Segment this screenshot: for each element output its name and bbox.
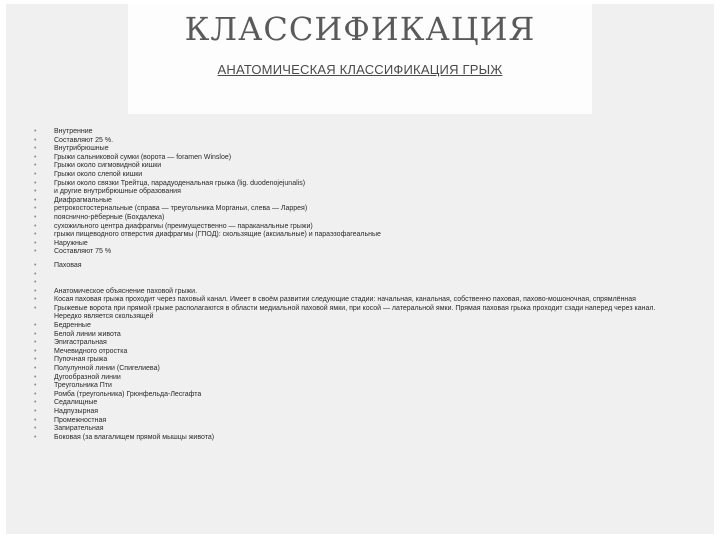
list-item: • Треугольника Пти: [54, 382, 674, 391]
list-item: • Внутренние: [54, 128, 674, 137]
list-item: • Полулунной линии (Спигелиева): [54, 365, 674, 374]
list-item: • грыжи пищеводного отверстия диафрагмы (ГПОД): скользящие (аксиальные) и параэзофагеальные: [54, 231, 674, 240]
list-item: • Белой линии живота: [54, 331, 674, 340]
empty-list-item: [54, 279, 674, 288]
slide-subtitle: АНАТОМИЧЕСКАЯ КЛАССИФИКАЦИЯ ГРЫЖ: [217, 62, 503, 77]
list-item: • Пупочная грыжа: [54, 356, 674, 365]
list-item: • Косая паховая грыжа проходит через паховый канал. Имеет в своём развитии следующие стадии: начальная, канальная, собственно паховая, пахово-мошоночная, спрямлённая: [54, 296, 674, 305]
list-item: • ретрокостостернальные (справа — треугольника Морганьи, слева — Ларрея): [54, 205, 674, 214]
list-item: • Боковая (за влагалищем прямой мышцы живота): [54, 434, 674, 443]
list-item: • Грыжи около связки Трейтца, парадуоденальная грыжа (lig. duodenojejunalis): [54, 180, 674, 189]
list-item: • Дугообразной линии: [54, 374, 674, 383]
list-item: • Внутрибрюшные: [54, 145, 674, 154]
list-item: • Грыжи около слепой кишки: [54, 171, 674, 180]
list-item: • Мечевидного отростка: [54, 348, 674, 357]
list-item: • пояснично-рёберные (Бохдалека): [54, 214, 674, 223]
slide-title: КЛАССИФИКАЦИЯ: [184, 10, 536, 48]
list-item: • Ромба (треугольника) Грюнфельда-Лесгафта: [54, 391, 674, 400]
list-item: • и другие внутрибрюшные образования: [54, 188, 674, 197]
list-item: • Грыжи сальниковой сумки (ворота — foramen Winsloe): [54, 154, 674, 163]
list-item: • Паховая: [54, 262, 674, 271]
list-item: • Составляют 75 %: [54, 248, 674, 257]
list-item: • Анатомическое объяснение паховой грыжи.: [54, 288, 674, 297]
list-item: • Седалищные: [54, 399, 674, 408]
list-item: • Грыжевые ворота при прямой грыже располагаются в области медиальной паховой ямки, при косой — латеральной ямки. Прямая паховая грыжа проходит сзади наперед через канал. Нередко является скользящей: [54, 305, 674, 322]
bullet-list: [54, 128, 674, 442]
list-item: • Запирательная: [54, 425, 674, 434]
empty-list-item: [54, 271, 674, 280]
list-item: • Диафрагмальные: [54, 197, 674, 206]
list-item: • Эпигастральная: [54, 339, 674, 348]
list-item: • сухожильного центра диафрагмы (преимущественно — параканальные грыжи): [54, 223, 674, 232]
list-item: • Бедренные: [54, 322, 674, 331]
list-item: • Грыжи около сигмовидной кишки: [54, 162, 674, 171]
list-item: • Составляют 25 %.: [54, 137, 674, 146]
list-item: • Промежностная: [54, 417, 674, 426]
list-item: • Надпузырная: [54, 408, 674, 417]
list-item: • Наружные: [54, 240, 674, 249]
